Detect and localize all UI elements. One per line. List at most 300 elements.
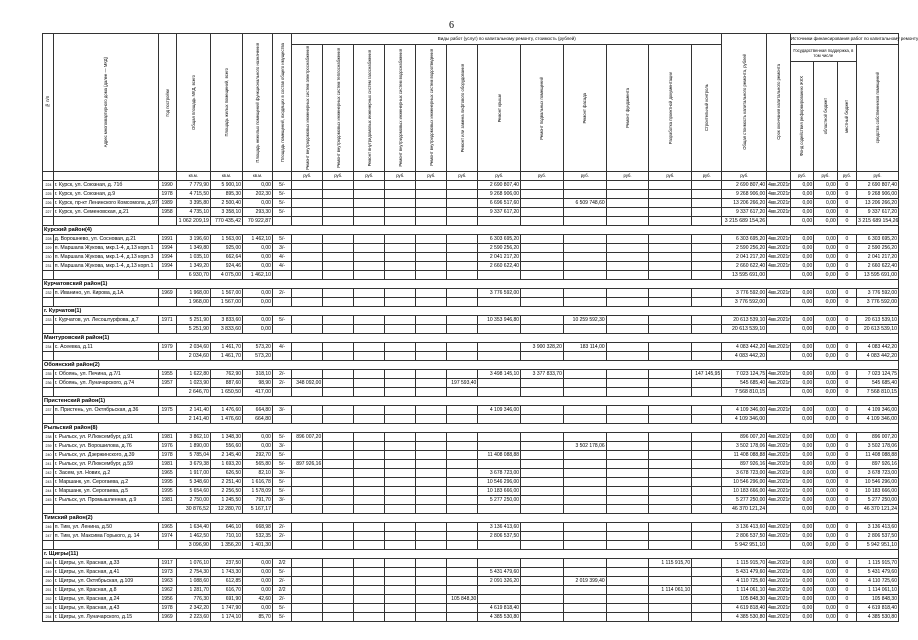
row-total-cost: 13 206 266,20 xyxy=(722,198,767,207)
row-work-sewage xyxy=(416,567,447,576)
row-work-electro xyxy=(292,405,323,414)
row-area-total: 5 785,04 xyxy=(176,450,210,459)
subtotal-row xyxy=(43,216,899,225)
row-work-sewage xyxy=(416,450,447,459)
row-work-gas xyxy=(354,603,385,612)
row-work-control xyxy=(692,198,722,207)
table-row xyxy=(43,531,899,540)
row-area-total: 4 735,10 xyxy=(176,207,210,216)
row-address: г. Курск, ул. Союзная, д. 71б xyxy=(53,180,158,189)
row-work-design xyxy=(649,414,692,423)
row-local: 0 xyxy=(837,522,856,531)
row-work-basement: 3 900 328,20 xyxy=(521,342,564,351)
row-work-control xyxy=(692,324,722,333)
col-header-area-nonliving: Площадь нежилых помещений функционального назначения xyxy=(243,34,273,172)
row-number xyxy=(43,324,54,333)
row-work-facade xyxy=(563,180,606,189)
row-work-facade xyxy=(563,216,606,225)
row-regional: 0,00 xyxy=(814,261,838,270)
row-work-heat xyxy=(323,288,354,297)
row-year: 1991 xyxy=(158,234,176,243)
row-work-basement xyxy=(521,603,564,612)
row-work-control xyxy=(692,468,722,477)
row-work-roof: 2 590 256,20 xyxy=(478,243,521,252)
row-work-foundation xyxy=(606,477,649,486)
row-work-foundation xyxy=(606,288,649,297)
row-deadline: 4кв.2021г xyxy=(768,586,791,593)
row-area-total: 1 088,60 xyxy=(176,576,210,585)
row-work-gas xyxy=(354,270,385,279)
row-work-electro xyxy=(292,567,323,576)
district-header-row xyxy=(43,225,899,234)
row-work-electro xyxy=(292,342,323,351)
row-work-water xyxy=(385,603,416,612)
row-local: 0 xyxy=(837,288,856,297)
row-work-design xyxy=(649,387,692,396)
row-work-facade xyxy=(563,261,606,270)
col-header-address: Адрес многоквартирного дома (далее — МКД) xyxy=(53,34,158,172)
row-address xyxy=(53,351,158,360)
row-work-control xyxy=(692,450,722,459)
row-work-electro xyxy=(292,612,323,621)
row-work-basement xyxy=(521,243,564,252)
row-year: 1978 xyxy=(158,450,176,459)
row-work-sewage xyxy=(416,216,447,225)
table-row xyxy=(43,567,899,576)
row-work-heat xyxy=(323,459,354,468)
row-area-nonliving: 417,00 xyxy=(243,387,273,396)
row-deadline: 4кв.2021г xyxy=(768,460,791,467)
row-local: 0 xyxy=(837,432,856,441)
row-work-water xyxy=(385,441,416,450)
row-total-cost: 3 502 178,06 xyxy=(722,441,767,450)
row-work-heat xyxy=(323,207,354,216)
row-work-gas xyxy=(354,468,385,477)
row-index: 237 xyxy=(45,407,52,412)
row-number xyxy=(43,450,54,459)
row-regional: 0,00 xyxy=(814,324,838,333)
row-number xyxy=(43,369,54,378)
row-local: 0 xyxy=(837,369,856,378)
row-number xyxy=(43,459,54,468)
row-work-water xyxy=(385,315,416,324)
row-local: 0 xyxy=(837,459,856,468)
row-work-facade: 6 509 748,60 xyxy=(563,198,606,207)
row-area-nonliving: 5 167,17 xyxy=(243,504,273,513)
row-owners: 4 109 346,00 xyxy=(857,405,899,414)
row-number xyxy=(43,414,54,423)
row-floors: 2/2 xyxy=(272,558,291,567)
row-floors: 5/- xyxy=(272,198,291,207)
row-local: 0 xyxy=(837,243,856,252)
row-work-heat xyxy=(323,567,354,576)
col-header-type-design: Разработка проектной документации xyxy=(649,45,692,172)
row-work-gas xyxy=(354,324,385,333)
row-work-electro xyxy=(292,207,323,216)
row-index: 250 xyxy=(45,578,52,583)
row-work-lift xyxy=(447,324,478,333)
row-work-lift xyxy=(447,270,478,279)
row-work-roof xyxy=(478,324,521,333)
row-deadline xyxy=(767,414,791,423)
row-work-sewage xyxy=(416,405,447,414)
row-local: 0 xyxy=(837,468,856,477)
row-work-electro xyxy=(292,522,323,531)
row-floors: 5/- xyxy=(272,459,291,468)
row-work-design xyxy=(649,450,692,459)
row-work-foundation xyxy=(606,576,649,585)
row-work-roof: 4 109 346,00 xyxy=(478,405,521,414)
subtotal-row xyxy=(43,297,899,306)
row-work-foundation xyxy=(606,558,649,567)
row-year: 1978 xyxy=(158,189,176,198)
row-work-roof: 4 385 530,80 xyxy=(478,612,521,621)
row-area-living: 5 900,10 xyxy=(210,180,242,189)
row-work-gas xyxy=(354,441,385,450)
row-work-basement xyxy=(521,414,564,423)
row-floors xyxy=(272,387,291,396)
row-total-cost: 7 023 124,75 xyxy=(722,369,767,378)
row-area-living: 2 145,40 xyxy=(210,450,242,459)
col-header-type-gas: Ремонт внутридомовых инженерных систем газоснабжения xyxy=(354,45,385,172)
row-number xyxy=(43,495,54,504)
row-work-lift xyxy=(447,603,478,612)
row-area-living: 12 280,70 xyxy=(210,504,242,513)
table-row xyxy=(43,603,899,612)
row-total-cost: 5 277 250,00 xyxy=(722,495,767,504)
row-owners: 9 268 906,00 xyxy=(857,189,899,198)
row-work-lift xyxy=(447,261,478,270)
row-address: п. Пристень, ул. Октябрьская, д.36 xyxy=(53,405,158,414)
row-area-living: 1 563,00 xyxy=(210,234,242,243)
row-work-control xyxy=(692,261,722,270)
row-year: 1995 xyxy=(158,477,176,486)
row-work-facade xyxy=(563,432,606,441)
row-work-roof xyxy=(478,351,521,360)
row-deadline: 4кв.2021г xyxy=(768,208,791,215)
row-area-total: 7 779,90 xyxy=(176,180,210,189)
row-work-control xyxy=(692,486,722,495)
table-row xyxy=(43,459,899,468)
row-local: 0 xyxy=(837,378,856,387)
row-year xyxy=(158,216,176,225)
row-work-lift: 197 593,40 xyxy=(447,378,478,387)
row-work-water xyxy=(385,324,416,333)
row-work-control xyxy=(692,189,722,198)
row-number xyxy=(43,576,54,585)
row-total-cost: 2 590 256,20 xyxy=(722,243,767,252)
row-address: г. Щигры, ул. Красная, д.43 xyxy=(53,603,158,612)
row-work-electro xyxy=(292,243,323,252)
row-area-living: 662,64 xyxy=(210,252,242,261)
row-work-heat xyxy=(323,324,354,333)
subtotal-row xyxy=(43,387,899,396)
row-work-gas xyxy=(354,450,385,459)
row-work-basement xyxy=(521,495,564,504)
row-area-living: 1 476,60 xyxy=(210,414,242,423)
row-work-heat xyxy=(323,387,354,396)
row-number xyxy=(43,207,54,216)
row-local: 0 xyxy=(837,405,856,414)
table-row xyxy=(43,243,899,252)
row-work-lift xyxy=(447,441,478,450)
row-work-basement xyxy=(521,450,564,459)
row-work-gas xyxy=(354,243,385,252)
row-area-nonliving: 82,10 xyxy=(243,468,273,477)
row-work-electro xyxy=(292,324,323,333)
row-area-total: 1 035,10 xyxy=(176,252,210,261)
row-local: 0 xyxy=(837,198,856,207)
row-work-heat xyxy=(323,522,354,531)
row-work-facade: 183 114,00 xyxy=(563,342,606,351)
row-work-lift xyxy=(447,558,478,567)
row-index: 245 xyxy=(45,497,52,502)
row-area-nonliving: 0,00 xyxy=(243,315,273,324)
row-number xyxy=(43,216,54,225)
row-total-cost: 3 776 592,00 xyxy=(722,288,767,297)
row-work-roof xyxy=(478,342,521,351)
row-floors: 4/- xyxy=(272,261,291,270)
row-work-control xyxy=(692,477,722,486)
row-work-gas xyxy=(354,585,385,594)
row-work-basement xyxy=(521,540,564,549)
row-address: г. Курск, пр-кт Ленинского Комсомола, д.97 xyxy=(54,199,158,206)
row-index: 233 xyxy=(45,317,52,322)
subtotal-row xyxy=(43,540,899,549)
row-work-design xyxy=(649,342,692,351)
row-work-basement xyxy=(521,477,564,486)
row-area-nonliving: 532,35 xyxy=(243,531,273,540)
row-work-facade: 3 502 178,06 xyxy=(563,441,606,450)
row-deadline: 4кв.2021г xyxy=(768,523,791,530)
row-area-total: 1 634,40 xyxy=(176,522,210,531)
row-fund: 0,00 xyxy=(790,324,814,333)
row-fund: 0,00 xyxy=(790,270,814,279)
row-work-foundation xyxy=(606,495,649,504)
row-area-living: 626,50 xyxy=(210,468,242,477)
row-number xyxy=(43,567,54,576)
row-total-cost: 2 660 622,40 xyxy=(722,261,767,270)
row-index: 231 xyxy=(45,263,52,268)
row-work-facade xyxy=(563,387,606,396)
row-year: 1994 xyxy=(158,243,176,252)
row-floors xyxy=(272,414,291,423)
row-floors: 4/- xyxy=(272,342,291,351)
row-fund: 0,00 xyxy=(790,189,814,198)
row-work-gas xyxy=(354,486,385,495)
row-local: 0 xyxy=(837,486,856,495)
row-work-control xyxy=(692,180,722,189)
row-work-foundation xyxy=(606,450,649,459)
row-work-lift xyxy=(447,243,478,252)
row-area-living: 770 435,42 xyxy=(210,216,242,225)
row-area-total: 1 349,20 xyxy=(176,261,210,270)
row-work-electro xyxy=(292,288,323,297)
row-index: 244 xyxy=(45,488,52,493)
row-owners: 4 109 346,00 xyxy=(857,414,899,423)
row-work-roof: 3 678 723,00 xyxy=(478,468,521,477)
row-regional: 0,00 xyxy=(814,189,838,198)
row-total-cost: 20 613 539,10 xyxy=(722,315,767,324)
row-number xyxy=(43,477,54,486)
row-total-cost: 13 595 691,00 xyxy=(722,270,767,279)
row-fund: 0,00 xyxy=(790,342,814,351)
row-work-heat xyxy=(323,594,354,603)
row-deadline: 4кв.2021г xyxy=(768,235,791,242)
row-work-roof xyxy=(478,594,521,603)
row-fund: 0,00 xyxy=(790,378,814,387)
row-work-control xyxy=(692,540,722,549)
row-work-foundation xyxy=(606,351,649,360)
row-work-design xyxy=(649,567,692,576)
row-number xyxy=(43,405,54,414)
row-local: 0 xyxy=(837,216,856,225)
row-work-electro xyxy=(292,189,323,198)
row-area-living: 4 075,00 xyxy=(210,270,242,279)
col-header-type-lift: Ремонт или замена лифтового оборудования xyxy=(447,45,478,172)
district-header-row xyxy=(43,333,899,342)
row-work-water xyxy=(385,216,416,225)
row-work-foundation xyxy=(606,585,649,594)
row-deadline xyxy=(767,270,791,279)
row-deadline xyxy=(767,216,791,225)
row-work-lift xyxy=(447,567,478,576)
row-work-foundation xyxy=(606,270,649,279)
row-year: 1990 xyxy=(158,180,176,189)
row-work-facade xyxy=(563,495,606,504)
row-number xyxy=(43,540,54,549)
row-year: 1974 xyxy=(158,531,176,540)
row-year: 1973 xyxy=(158,567,176,576)
row-number xyxy=(43,387,54,396)
row-work-heat xyxy=(323,414,354,423)
row-local: 0 xyxy=(837,558,856,567)
row-total-cost: 1 115 915,70 xyxy=(722,558,767,567)
row-address xyxy=(53,540,158,549)
row-number xyxy=(43,180,54,189)
row-work-electro xyxy=(292,504,323,513)
row-work-facade xyxy=(563,522,606,531)
row-fund: 0,00 xyxy=(790,504,814,513)
row-work-lift xyxy=(447,189,478,198)
table-row xyxy=(43,342,899,351)
row-work-basement xyxy=(521,180,564,189)
row-work-design xyxy=(649,594,692,603)
row-address: г. Засем, ул. Нових, д.2 xyxy=(53,468,158,477)
row-number xyxy=(43,378,54,387)
row-work-electro xyxy=(292,270,323,279)
row-work-control xyxy=(692,270,722,279)
row-work-sewage xyxy=(416,603,447,612)
row-owners: 46 370 121,24 xyxy=(857,504,899,513)
row-work-basement: 3 377 833,70 xyxy=(521,369,564,378)
row-work-heat xyxy=(323,450,354,459)
row-work-design xyxy=(649,522,692,531)
row-work-heat xyxy=(323,351,354,360)
table-row xyxy=(43,558,899,567)
row-work-basement xyxy=(521,612,564,621)
row-work-lift xyxy=(447,297,478,306)
row-work-control xyxy=(692,495,722,504)
row-work-lift xyxy=(447,531,478,540)
row-number xyxy=(43,603,54,612)
row-fund: 0,00 xyxy=(790,459,814,468)
row-work-water xyxy=(385,189,416,198)
row-total-cost: 3 215 689 154,26 xyxy=(722,216,767,225)
row-index: 240 xyxy=(45,452,52,457)
row-year: 1955 xyxy=(158,369,176,378)
row-work-facade xyxy=(563,603,606,612)
row-address: п. Иванино, ул. Кирова, д.1А xyxy=(53,288,158,297)
row-address: г. Рыльск, ул. Р.Люксембург, д.91 xyxy=(53,432,158,441)
district-header-row xyxy=(43,360,899,369)
col-header-total: Общая стоимость капитального ремонта, рублей xyxy=(722,34,767,172)
col-header-type-roof: Ремонт крыши xyxy=(478,45,521,172)
row-area-total: 1 968,00 xyxy=(176,288,210,297)
row-area-living: 887,60 xyxy=(210,378,242,387)
row-deadline: 4кв.2021г xyxy=(768,433,791,440)
table-row xyxy=(43,315,899,324)
row-deadline: 4кв.2021г xyxy=(768,406,791,413)
row-work-roof xyxy=(478,504,521,513)
row-owners: 7 023 124,75 xyxy=(857,369,899,378)
table-body xyxy=(43,171,899,621)
row-work-control xyxy=(692,378,722,387)
row-work-control xyxy=(692,594,722,603)
row-deadline: 4кв.2021г xyxy=(768,244,791,251)
row-deadline xyxy=(767,504,791,513)
row-work-electro xyxy=(292,585,323,594)
row-regional: 0,00 xyxy=(814,504,838,513)
row-fund: 0,00 xyxy=(790,594,814,603)
row-work-sewage xyxy=(416,369,447,378)
row-work-roof xyxy=(478,459,521,468)
row-work-water xyxy=(385,531,416,540)
row-regional: 0,00 xyxy=(814,369,838,378)
row-deadline: 4кв.2021г xyxy=(768,190,791,197)
row-work-design xyxy=(649,270,692,279)
row-work-sewage xyxy=(416,522,447,531)
row-address xyxy=(53,216,158,225)
row-area-total: 2 754,30 xyxy=(176,567,210,576)
row-index: 227 xyxy=(45,209,52,214)
row-work-gas xyxy=(354,378,385,387)
row-floors: 5/- xyxy=(272,207,291,216)
row-index: 242 xyxy=(45,470,52,475)
row-address: г. Курчатов, ул. Лесоштурфова, д.7 xyxy=(53,315,158,324)
row-work-water xyxy=(385,414,416,423)
row-regional: 0,00 xyxy=(814,315,838,324)
row-work-foundation xyxy=(606,432,649,441)
row-floors: 5/- xyxy=(272,450,291,459)
row-local: 0 xyxy=(837,495,856,504)
row-work-control xyxy=(692,558,722,567)
row-work-foundation xyxy=(606,297,649,306)
row-work-design xyxy=(649,369,692,378)
row-work-roof: 11 408 088,88 xyxy=(478,450,521,459)
row-owners: 896 007,20 xyxy=(857,432,899,441)
row-number xyxy=(43,252,54,261)
row-work-basement xyxy=(521,405,564,414)
row-area-nonliving: 0,00 xyxy=(243,567,273,576)
table-row xyxy=(43,585,899,594)
row-owners: 13 595 691,00 xyxy=(857,270,899,279)
row-work-facade xyxy=(563,567,606,576)
row-work-gas xyxy=(354,558,385,567)
row-work-basement xyxy=(521,567,564,576)
row-work-basement xyxy=(521,315,564,324)
row-work-control: 147 145,95 xyxy=(692,369,722,378)
